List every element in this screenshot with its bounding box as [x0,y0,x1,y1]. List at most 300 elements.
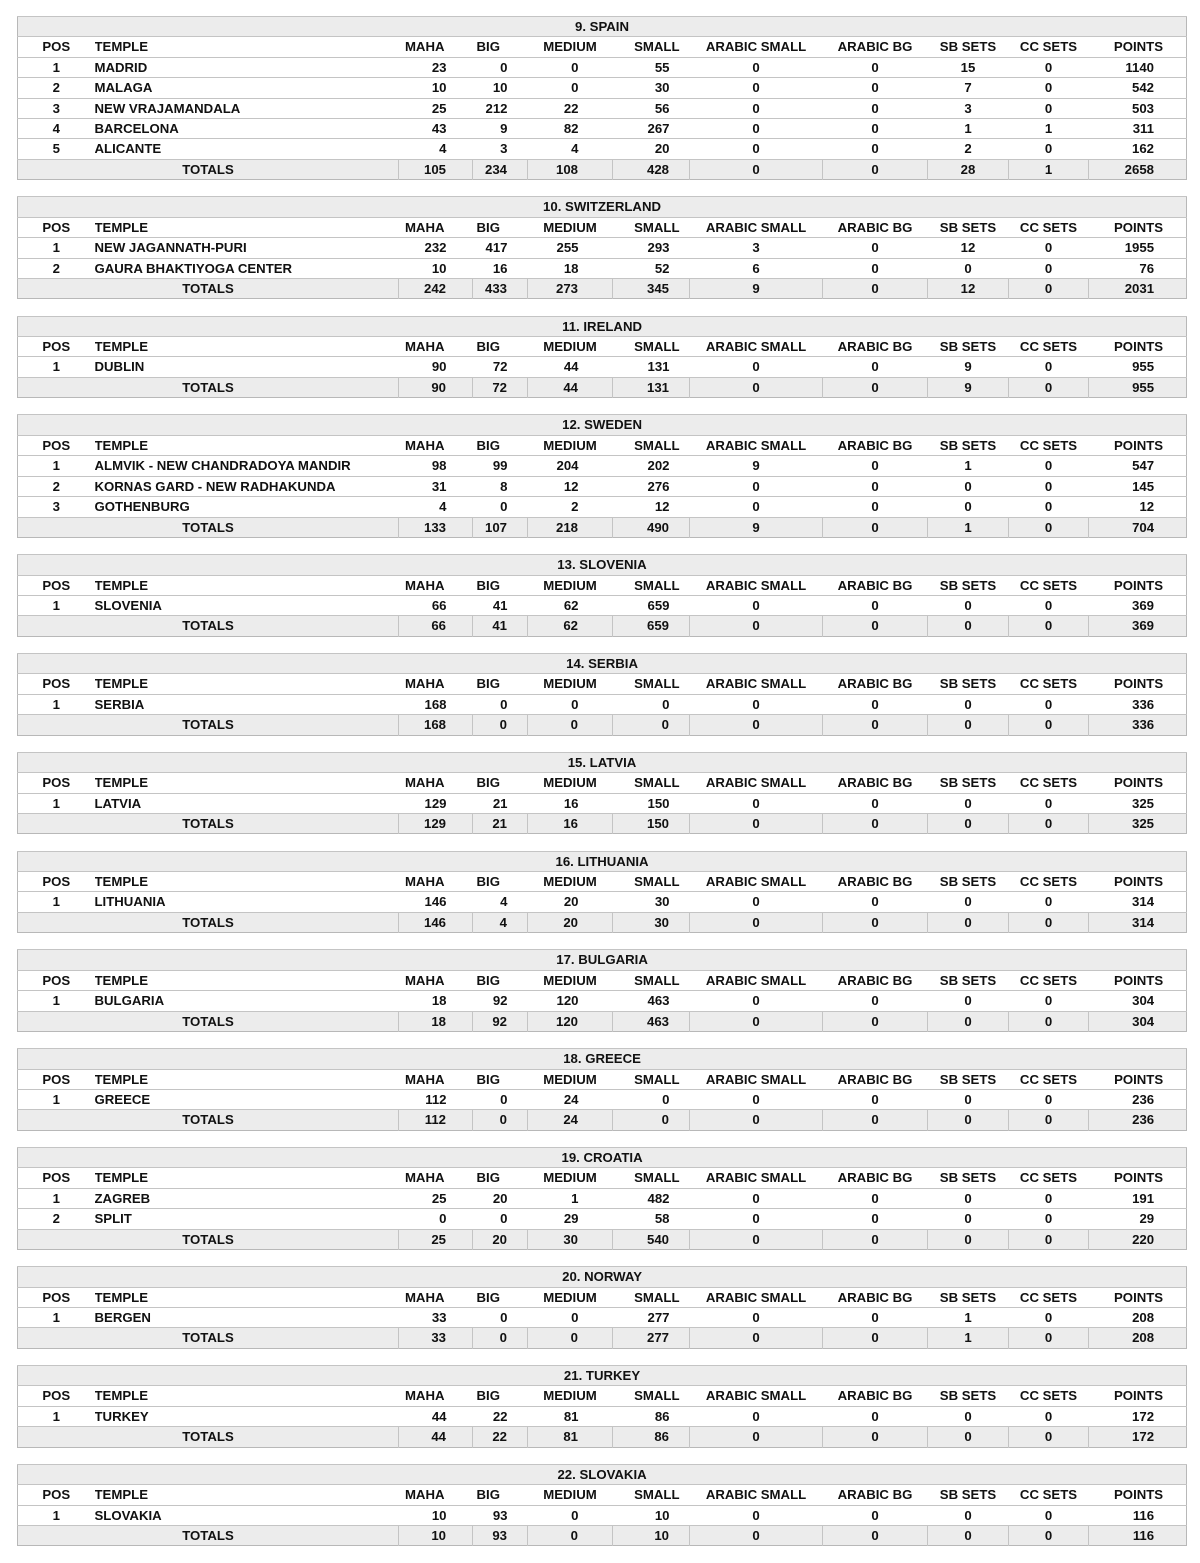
value-cell: 0 [613,694,690,714]
total-value-cell: 0 [690,377,823,397]
value-cell: 31 [399,476,473,496]
total-value-cell: 0 [823,1011,928,1031]
column-header: POS [18,1069,95,1089]
column-header: MEDIUM [528,1386,613,1406]
total-value-cell: 277 [613,1328,690,1348]
country-title-row [18,415,1187,435]
column-header: SMALL [613,337,690,357]
value-cell: 168 [399,694,473,714]
column-header: POINTS [1089,575,1187,595]
column-header: ARABIC BG [823,37,928,57]
value-cell: 336 [1089,694,1187,714]
column-header: TEMPLE [95,575,399,595]
totals-row [18,517,1187,537]
value-cell: 162 [1089,139,1187,159]
total-value-cell: 0 [823,1427,928,1447]
value-cell: 18 [528,258,613,278]
value-cell: 81 [528,1406,613,1426]
column-header: ARABIC SMALL [690,37,823,57]
value-cell: 0 [823,1308,928,1328]
value-cell: 0 [690,1505,823,1525]
table-row [18,497,1187,517]
value-cell: 0 [928,497,1009,517]
value-cell: 82 [528,119,613,139]
value-cell: 0 [690,1406,823,1426]
total-value-cell: 0 [823,616,928,636]
value-cell: 0 [690,57,823,77]
column-header-row [18,337,1187,357]
total-value-cell: 2658 [1089,159,1187,179]
total-value-cell: 0 [690,159,823,179]
value-cell: 12 [1089,497,1187,517]
total-value-cell: 0 [928,1011,1009,1031]
value-cell: 0 [928,793,1009,813]
column-header: TEMPLE [95,1069,399,1089]
column-header: ARABIC BG [823,1485,928,1505]
totals-label: TOTALS [18,1229,399,1249]
total-value-cell: 236 [1089,1110,1187,1130]
column-header: SB SETS [928,1168,1009,1188]
total-value-cell: 12 [928,279,1009,299]
total-value-cell: 314 [1089,912,1187,932]
column-header: ARABIC BG [823,773,928,793]
value-cell: 0 [690,991,823,1011]
temple-cell: DUBLIN [95,357,399,377]
value-cell: 8 [473,476,528,496]
country-title-row [18,1267,1187,1287]
column-header: BIG [473,1069,528,1089]
total-value-cell: 21 [473,813,528,833]
total-value-cell: 540 [613,1229,690,1249]
value-cell: 208 [1089,1308,1187,1328]
value-cell: 311 [1089,119,1187,139]
totals-label: TOTALS [18,616,399,636]
country-title-row [18,1147,1187,1167]
value-cell: 212 [473,98,528,118]
total-value-cell: 325 [1089,813,1187,833]
country-title: 22. SLOVAKIA [18,1464,1187,1484]
column-header: POINTS [1089,1069,1187,1089]
pos-cell: 1 [18,1406,95,1426]
column-header: CC SETS [1009,1386,1089,1406]
value-cell: 2 [928,139,1009,159]
country-table [17,949,1187,1032]
column-header: TEMPLE [95,674,399,694]
column-header: MAHA [399,1485,473,1505]
country-table [17,414,1187,537]
value-cell: 0 [823,119,928,139]
temple-cell: TURKEY [95,1406,399,1426]
total-value-cell: 0 [528,1526,613,1546]
pos-cell: 1 [18,57,95,77]
value-cell: 0 [823,456,928,476]
value-cell: 20 [473,1188,528,1208]
column-header: ARABIC SMALL [690,871,823,891]
country-title-row [18,1464,1187,1484]
total-value-cell: 107 [473,517,528,537]
country-table [17,196,1187,299]
totals-label: TOTALS [18,1328,399,1348]
column-header: SB SETS [928,1069,1009,1089]
column-header: CC SETS [1009,970,1089,990]
total-value-cell: 133 [399,517,473,537]
value-cell: 0 [528,1308,613,1328]
temple-cell: GREECE [95,1089,399,1109]
total-value-cell: 90 [399,377,473,397]
total-value-cell: 0 [1009,813,1089,833]
total-value-cell: 92 [473,1011,528,1031]
column-header: MEDIUM [528,1168,613,1188]
column-header: ARABIC SMALL [690,1287,823,1307]
value-cell: 15 [928,57,1009,77]
table-row [18,258,1187,278]
country-title-row [18,752,1187,772]
value-cell: 0 [473,497,528,517]
country-table [17,16,1187,180]
value-cell: 129 [399,793,473,813]
total-value-cell: 0 [1009,1229,1089,1249]
table-row [18,357,1187,377]
column-header: BIG [473,337,528,357]
total-value-cell: 463 [613,1011,690,1031]
total-value-cell: 0 [528,715,613,735]
pos-cell: 1 [18,1089,95,1109]
value-cell: 0 [823,357,928,377]
value-cell: 0 [928,1089,1009,1109]
pos-cell: 2 [18,258,95,278]
value-cell: 0 [1009,991,1089,1011]
column-header-row [18,1386,1187,1406]
column-header: POINTS [1089,337,1187,357]
pos-cell: 2 [18,1209,95,1229]
column-header-row [18,1485,1187,1505]
column-header: BIG [473,1386,528,1406]
value-cell: 29 [1089,1209,1187,1229]
country-title: 18. GREECE [18,1049,1187,1069]
total-value-cell: 10 [399,1526,473,1546]
column-header: MAHA [399,1168,473,1188]
pos-cell: 1 [18,595,95,615]
total-value-cell: 72 [473,377,528,397]
value-cell: 542 [1089,78,1187,98]
column-header: MEDIUM [528,871,613,891]
value-cell: 22 [528,98,613,118]
table-row [18,78,1187,98]
column-header: MEDIUM [528,1069,613,1089]
value-cell: 0 [1009,78,1089,98]
value-cell: 30 [613,78,690,98]
value-cell: 276 [613,476,690,496]
column-header: SMALL [613,37,690,57]
pos-cell: 1 [18,456,95,476]
value-cell: 0 [690,98,823,118]
value-cell: 33 [399,1308,473,1328]
column-header: MEDIUM [528,970,613,990]
totals-row [18,377,1187,397]
column-header: MAHA [399,1386,473,1406]
column-header: SMALL [613,773,690,793]
total-value-cell: 0 [528,1328,613,1348]
value-cell: 0 [690,595,823,615]
value-cell: 236 [1089,1089,1187,1109]
temple-cell: GAURA BHAKTIYOGA CENTER [95,258,399,278]
column-header: MEDIUM [528,337,613,357]
value-cell: 0 [928,476,1009,496]
country-title: 12. SWEDEN [18,415,1187,435]
value-cell: 0 [928,892,1009,912]
value-cell: 12 [528,476,613,496]
total-value-cell: 9 [928,377,1009,397]
totals-label: TOTALS [18,279,399,299]
column-header: ARABIC SMALL [690,337,823,357]
value-cell: 10 [613,1505,690,1525]
totals-row [18,1526,1187,1546]
total-value-cell: 0 [823,1229,928,1249]
value-cell: 0 [1009,1308,1089,1328]
column-header-row [18,217,1187,237]
value-cell: 0 [1009,497,1089,517]
value-cell: 1 [928,456,1009,476]
column-header: MAHA [399,37,473,57]
column-header: SB SETS [928,37,1009,57]
pos-cell: 1 [18,793,95,813]
country-title-row [18,653,1187,673]
totals-label: TOTALS [18,159,399,179]
value-cell: 0 [473,694,528,714]
column-header: ARABIC SMALL [690,970,823,990]
column-header: BIG [473,37,528,57]
temple-cell: LATVIA [95,793,399,813]
value-cell: 0 [1009,1089,1089,1109]
column-header: POS [18,1168,95,1188]
column-header: POS [18,337,95,357]
column-header: MEDIUM [528,1485,613,1505]
column-header: POS [18,575,95,595]
totals-label: TOTALS [18,1110,399,1130]
table-row [18,991,1187,1011]
value-cell: 7 [928,78,1009,98]
column-header: SB SETS [928,1287,1009,1307]
column-header: ARABIC BG [823,1287,928,1307]
total-value-cell: 9 [690,279,823,299]
total-value-cell: 220 [1089,1229,1187,1249]
table-row [18,57,1187,77]
column-header-row [18,1287,1187,1307]
totals-row [18,1328,1187,1348]
total-value-cell: 0 [928,1427,1009,1447]
total-value-cell: 0 [823,377,928,397]
column-header: ARABIC BG [823,871,928,891]
total-value-cell: 168 [399,715,473,735]
total-value-cell: 172 [1089,1427,1187,1447]
totals-row [18,1011,1187,1031]
value-cell: 1 [928,1308,1009,1328]
value-cell: 4 [399,139,473,159]
column-header: CC SETS [1009,575,1089,595]
column-header: CC SETS [1009,1287,1089,1307]
value-cell: 145 [1089,476,1187,496]
total-value-cell: 0 [690,1328,823,1348]
totals-row [18,912,1187,932]
country-title-row [18,555,1187,575]
total-value-cell: 0 [1009,517,1089,537]
value-cell: 191 [1089,1188,1187,1208]
column-header: POINTS [1089,37,1187,57]
value-cell: 0 [823,1505,928,1525]
value-cell: 86 [613,1406,690,1426]
value-cell: 1140 [1089,57,1187,77]
value-cell: 304 [1089,991,1187,1011]
value-cell: 0 [690,357,823,377]
value-cell: 0 [528,78,613,98]
value-cell: 0 [823,476,928,496]
temple-cell: MADRID [95,57,399,77]
value-cell: 0 [823,78,928,98]
total-value-cell: 0 [928,1526,1009,1546]
column-header: ARABIC BG [823,1168,928,1188]
totals-label: TOTALS [18,517,399,537]
total-value-cell: 242 [399,279,473,299]
total-value-cell: 0 [690,1110,823,1130]
value-cell: 9 [690,456,823,476]
value-cell: 9 [473,119,528,139]
country-table [17,1365,1187,1448]
total-value-cell: 41 [473,616,528,636]
total-value-cell: 0 [1009,1526,1089,1546]
column-header: CC SETS [1009,1168,1089,1188]
value-cell: 0 [1009,139,1089,159]
total-value-cell: 0 [613,715,690,735]
column-header: MAHA [399,337,473,357]
column-header: SB SETS [928,970,1009,990]
value-cell: 92 [473,991,528,1011]
total-value-cell: 0 [1009,1011,1089,1031]
column-header: BIG [473,773,528,793]
column-header: CC SETS [1009,435,1089,455]
value-cell: 0 [1009,258,1089,278]
totals-label: TOTALS [18,1011,399,1031]
column-header: MEDIUM [528,435,613,455]
table-row [18,1406,1187,1426]
country-table [17,316,1187,399]
table-row [18,139,1187,159]
column-header: TEMPLE [95,337,399,357]
pos-cell: 3 [18,497,95,517]
total-value-cell: 704 [1089,517,1187,537]
value-cell: 232 [399,238,473,258]
value-cell: 0 [690,1089,823,1109]
pos-cell: 1 [18,238,95,258]
value-cell: 93 [473,1505,528,1525]
temple-cell: SPLIT [95,1209,399,1229]
total-value-cell: 112 [399,1110,473,1130]
column-header: MEDIUM [528,217,613,237]
temple-cell: NEW JAGANNATH-PURI [95,238,399,258]
temple-cell: KORNAS GARD - NEW RADHAKUNDA [95,476,399,496]
value-cell: 0 [690,1209,823,1229]
total-value-cell: 0 [690,912,823,932]
column-header: TEMPLE [95,1386,399,1406]
totals-label: TOTALS [18,1427,399,1447]
pos-cell: 1 [18,1308,95,1328]
column-header: TEMPLE [95,217,399,237]
value-cell: 0 [1009,1188,1089,1208]
value-cell: 0 [473,57,528,77]
value-cell: 0 [690,476,823,496]
column-header: BIG [473,435,528,455]
value-cell: 99 [473,456,528,476]
country-title-row [18,17,1187,37]
column-header: POS [18,970,95,990]
value-cell: 0 [1009,793,1089,813]
value-cell: 52 [613,258,690,278]
totals-row [18,1229,1187,1249]
column-header: CC SETS [1009,1069,1089,1089]
table-row [18,119,1187,139]
value-cell: 62 [528,595,613,615]
country-table [17,1147,1187,1250]
pos-cell: 4 [18,119,95,139]
column-header: POINTS [1089,435,1187,455]
value-cell: 0 [1009,1505,1089,1525]
value-cell: 0 [823,1188,928,1208]
pos-cell: 1 [18,357,95,377]
value-cell: 255 [528,238,613,258]
column-header: TEMPLE [95,1168,399,1188]
value-cell: 0 [823,98,928,118]
value-cell: 30 [613,892,690,912]
column-header: SB SETS [928,217,1009,237]
total-value-cell: 131 [613,377,690,397]
value-cell: 10 [399,78,473,98]
totals-label: TOTALS [18,377,399,397]
value-cell: 417 [473,238,528,258]
value-cell: 90 [399,357,473,377]
table-row [18,98,1187,118]
column-header: BIG [473,1287,528,1307]
country-title: 15. LATVIA [18,752,1187,772]
column-header: ARABIC SMALL [690,1168,823,1188]
value-cell: 0 [1009,1406,1089,1426]
total-value-cell: 336 [1089,715,1187,735]
total-value-cell: 0 [1009,279,1089,299]
country-title: 19. CROATIA [18,1147,1187,1167]
total-value-cell: 0 [473,1328,528,1348]
value-cell: 25 [399,1188,473,1208]
column-header: ARABIC BG [823,435,928,455]
value-cell: 0 [399,1209,473,1229]
table-row [18,694,1187,714]
column-header: TEMPLE [95,1485,399,1505]
country-table [17,1464,1187,1547]
value-cell: 24 [528,1089,613,1109]
country-title-row [18,1049,1187,1069]
value-cell: 0 [1009,456,1089,476]
country-title: 10. SWITZERLAND [18,197,1187,217]
column-header: MAHA [399,871,473,891]
pos-cell: 1 [18,1505,95,1525]
column-header: SB SETS [928,674,1009,694]
table-row [18,1505,1187,1525]
pos-cell: 1 [18,694,95,714]
totals-row [18,159,1187,179]
column-header: CC SETS [1009,871,1089,891]
column-header: SMALL [613,1287,690,1307]
column-header-row [18,871,1187,891]
value-cell: 202 [613,456,690,476]
column-header: BIG [473,217,528,237]
country-title: 9. SPAIN [18,17,1187,37]
